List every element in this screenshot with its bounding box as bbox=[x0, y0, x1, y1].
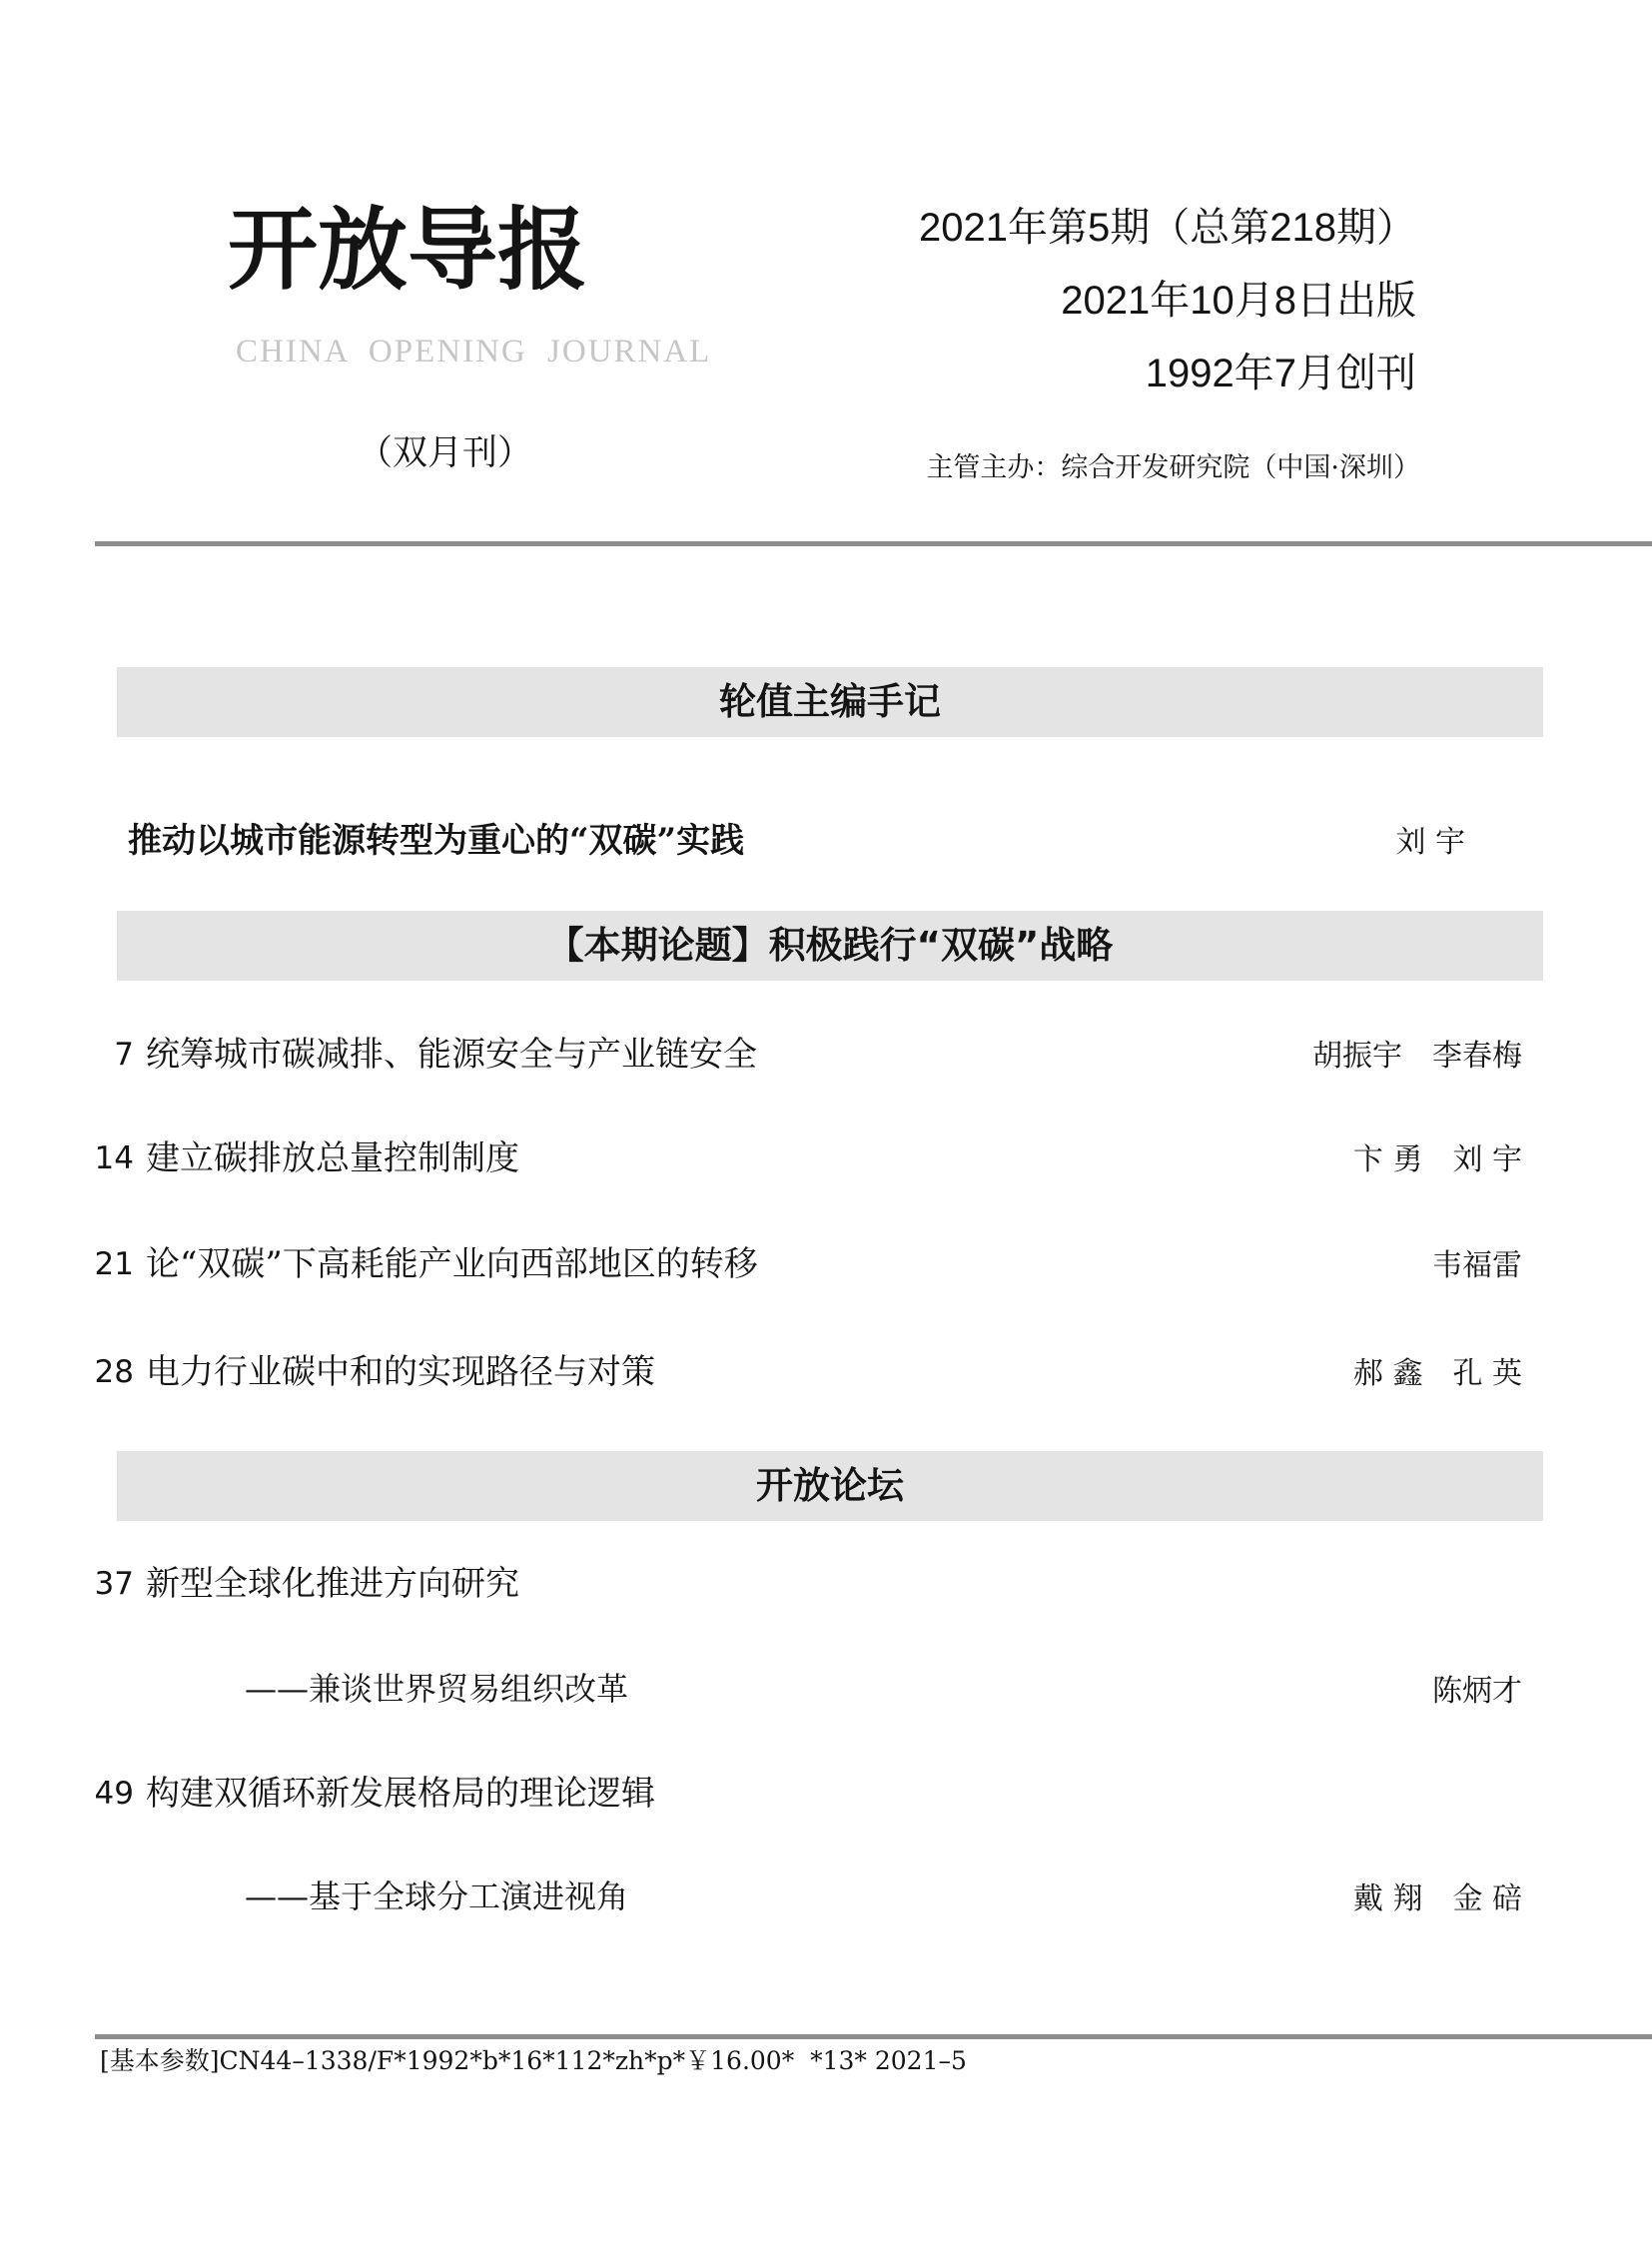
toc-entry-title: 构建双循环新发展格局的理论逻辑 bbox=[146, 1774, 655, 1814]
publish-date-line: 2021年10月8日出版 bbox=[1061, 279, 1416, 323]
organizer-line: 主管主办：综合开发研究院（中国·深圳） bbox=[926, 452, 1420, 483]
toc-entry-authors: 刘 宇 bbox=[1395, 825, 1465, 860]
toc-entry bbox=[0, 1244, 1652, 1290]
toc-entry-subtitle: ——兼谈世界贸易组织改革 bbox=[245, 1670, 629, 1708]
toc-entry-authors: 卞 勇 刘 宇 bbox=[1352, 1142, 1522, 1177]
journal-title-chinese: 开放导报 bbox=[228, 197, 587, 303]
toc-entry bbox=[0, 821, 1652, 867]
toc-entry-subtitle: ——基于全球分工演进视角 bbox=[245, 1877, 629, 1915]
issue-number-line: 2021年第5期（总第218期） bbox=[919, 206, 1416, 250]
journal-frequency: （双月刊） bbox=[358, 433, 533, 472]
toc-entry-authors: 郝 鑫 孔 英 bbox=[1352, 1356, 1522, 1391]
toc-entry bbox=[0, 1352, 1652, 1398]
toc-entry bbox=[0, 1564, 1652, 1610]
toc-entry-authors: 韦福雷 bbox=[1432, 1248, 1522, 1283]
toc-entry-title: 推动以城市能源转型为重心的“双碳”实践 bbox=[128, 821, 745, 861]
toc-entry bbox=[0, 1774, 1652, 1820]
toc-entry-subtitle-row bbox=[0, 1670, 1652, 1716]
toc-entry-title: 新型全球化推进方向研究 bbox=[146, 1564, 519, 1604]
founded-date-line: 1992年7月创刊 bbox=[1145, 352, 1416, 395]
section-banner-open-forum: 开放论坛 bbox=[117, 1451, 1543, 1521]
publication-parameters: [基本参数]CN44–1338/F*1992*b*16*112*zh*p*￥16.00* *13* 2021–5 bbox=[100, 2046, 967, 2075]
toc-entry-title: 建立碳排放总量控制制度 bbox=[146, 1138, 519, 1178]
toc-entry-title: 论“双碳”下高耗能产业向西部地区的转移 bbox=[146, 1244, 758, 1284]
toc-entry-page-number: 37 bbox=[94, 1566, 134, 1602]
toc-entry-page-number: 21 bbox=[94, 1246, 134, 1282]
toc-entry-page-number: 7 bbox=[114, 1037, 134, 1073]
toc-entry bbox=[0, 1035, 1652, 1081]
toc-entry-authors: 陈炳才 bbox=[1432, 1674, 1522, 1709]
section-banner-editor-note: 轮值主编手记 bbox=[117, 667, 1543, 737]
toc-entry-subtitle-row bbox=[0, 1877, 1652, 1923]
header-divider bbox=[95, 541, 1652, 546]
toc-entry bbox=[0, 1138, 1652, 1184]
toc-entry-authors: 戴 翔 金 碚 bbox=[1352, 1881, 1522, 1916]
footer-divider bbox=[95, 2034, 1652, 2039]
toc-entry-page-number: 14 bbox=[94, 1140, 134, 1176]
journal-title-english: CHINA OPENING JOURNAL bbox=[236, 334, 712, 370]
toc-entry-title: 统筹城市碳减排、能源安全与产业链安全 bbox=[146, 1035, 757, 1075]
section-banner-current-topic: 【本期论题】积极践行“双碳”战略 bbox=[117, 911, 1543, 981]
toc-entry-title: 电力行业碳中和的实现路径与对策 bbox=[146, 1352, 655, 1392]
toc-entry-page-number: 28 bbox=[94, 1354, 134, 1390]
toc-entry-authors: 胡振宇 李春梅 bbox=[1312, 1039, 1522, 1074]
toc-entry-page-number: 49 bbox=[94, 1776, 134, 1812]
